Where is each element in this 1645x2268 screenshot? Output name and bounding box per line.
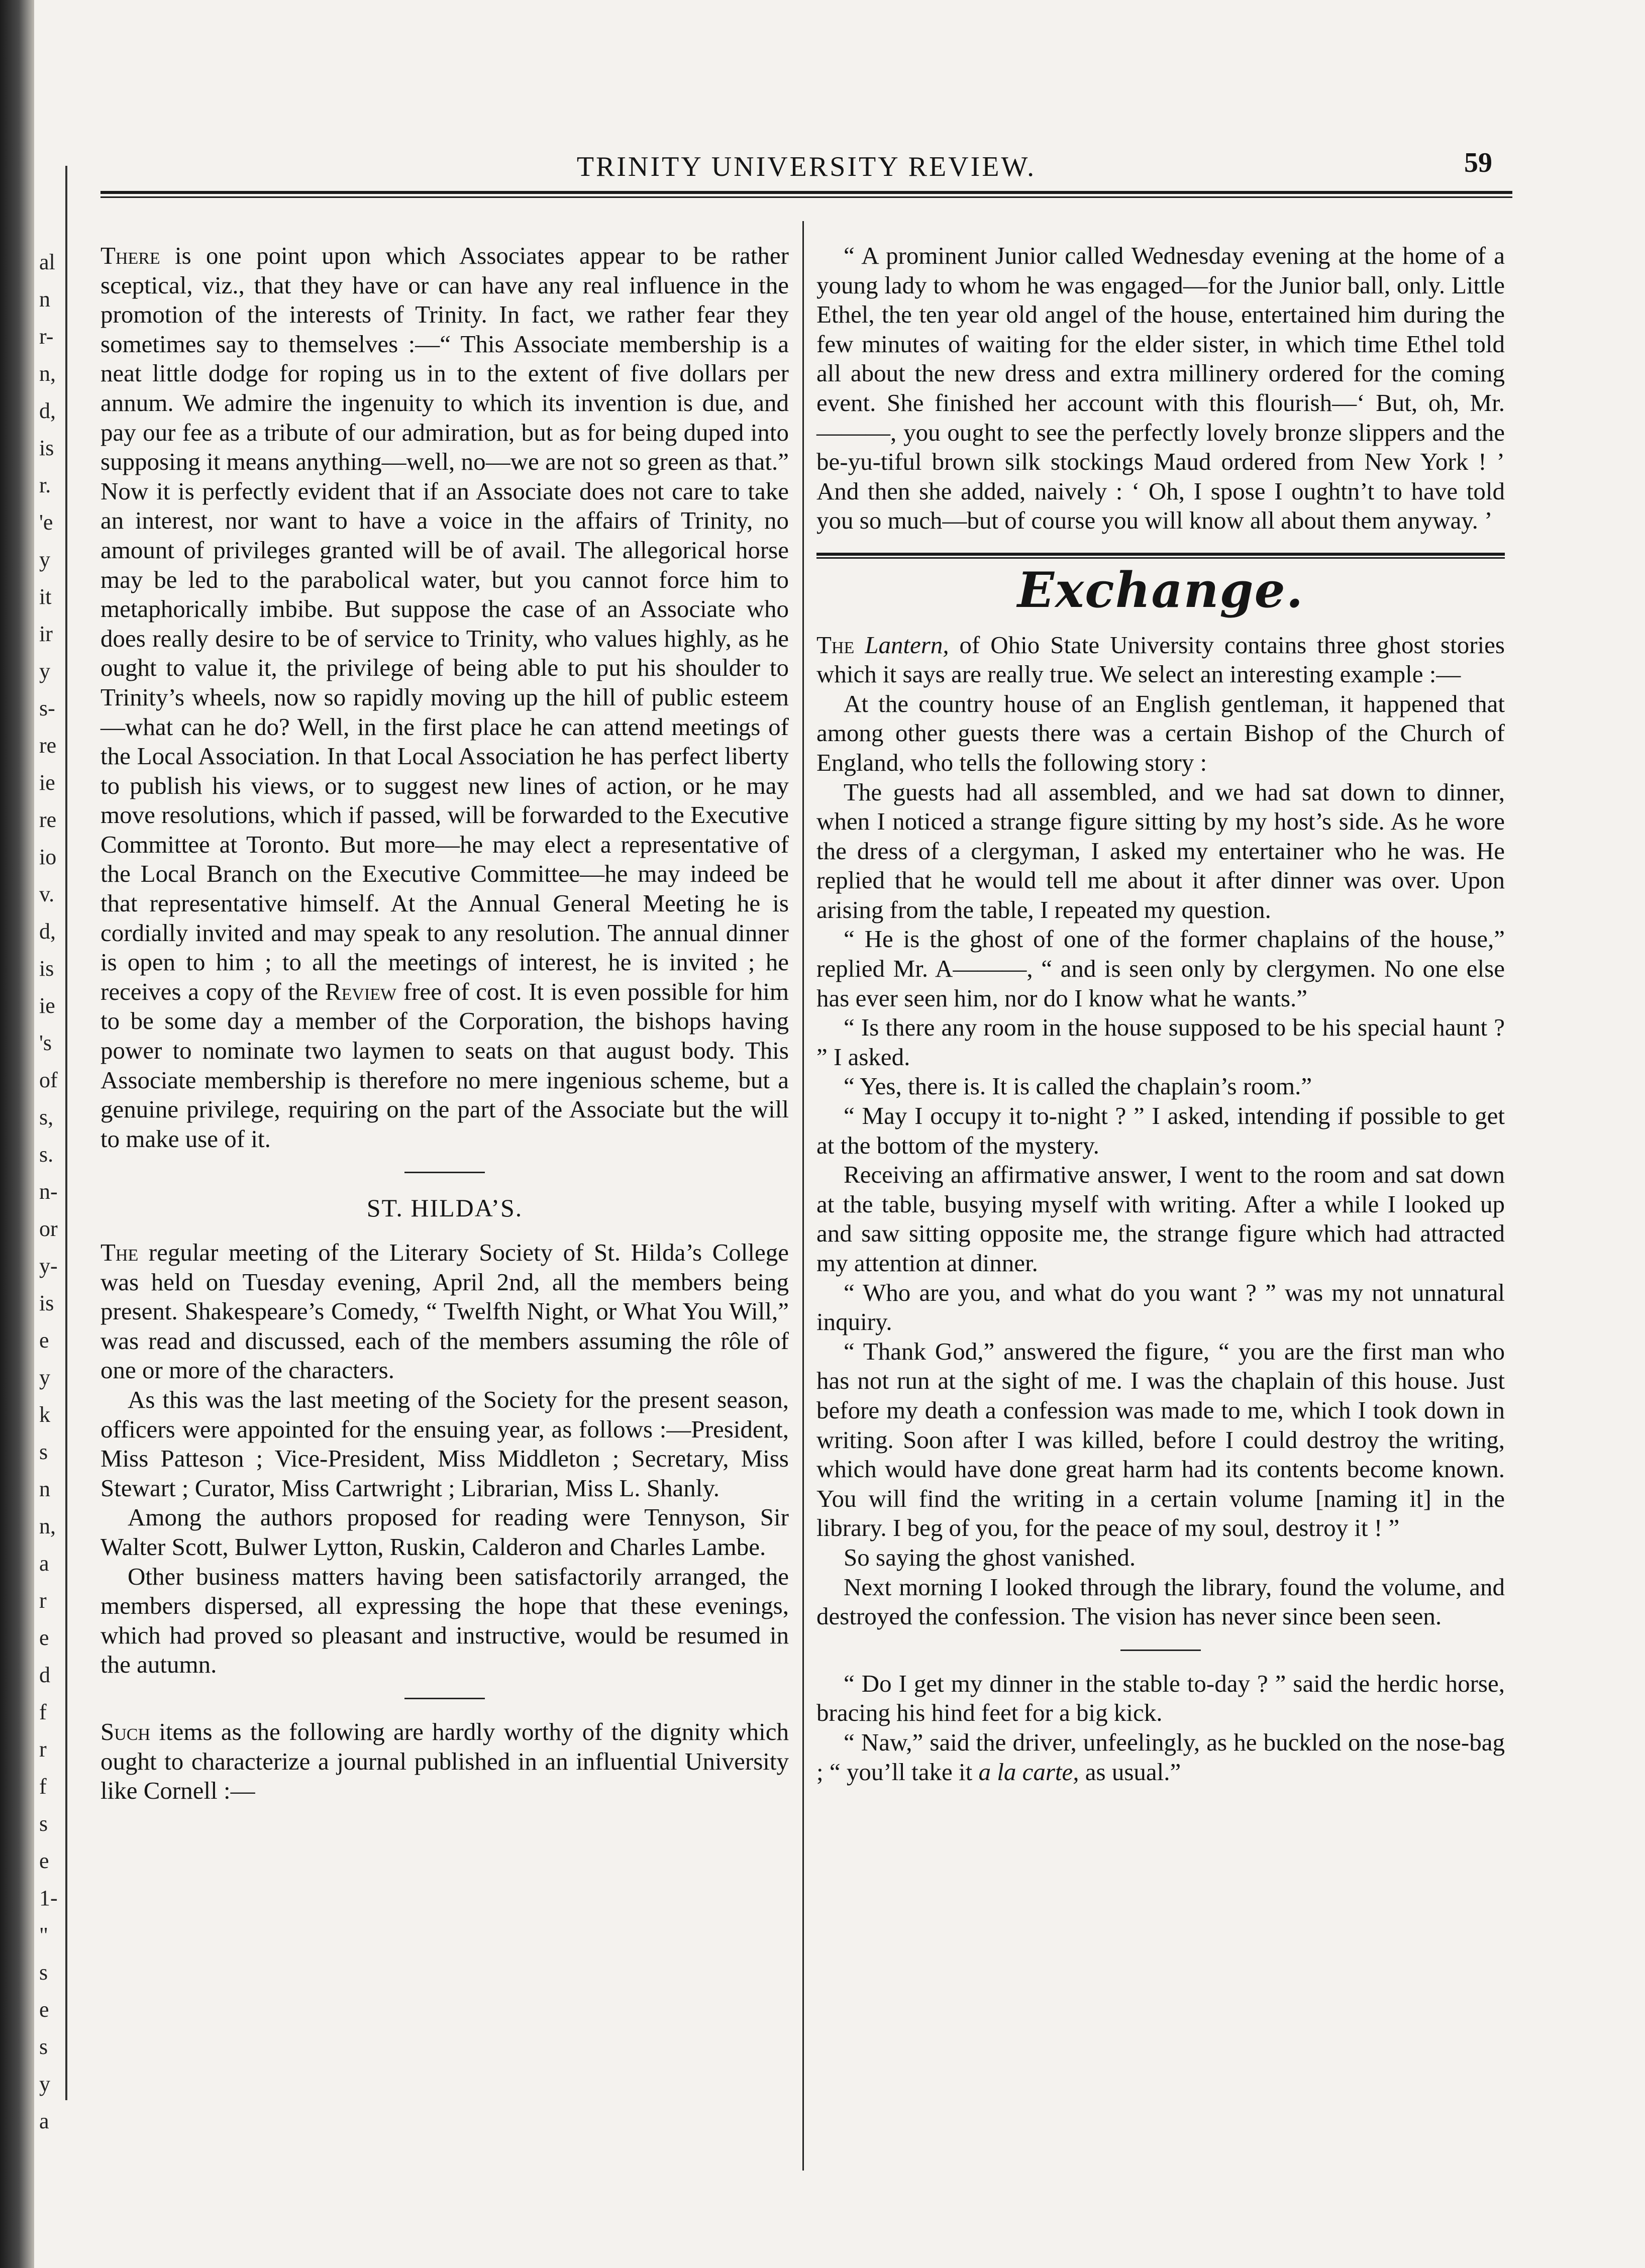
margin-fragment: ie <box>39 770 55 795</box>
exchange-paragraph: Next morning I looked through the library, found the volume, and destroyed the confession. The vision has never since been seen. <box>816 1573 1505 1630</box>
margin-fragment: is <box>39 956 54 981</box>
margin-fragment: y <box>39 1365 50 1390</box>
margin-fragment: y- <box>39 1254 58 1278</box>
margin-fragment: a <box>39 2109 49 2133</box>
exchange-paragraph: Receiving an affirmative answer, I went to the room and sat down at the table, busying myself with writing. After a while I looked up and saw sitting opposite me, the strange figure which had attracted my attention at dinner. <box>816 1161 1505 1277</box>
margin-fragment: r <box>39 1737 47 1762</box>
margin-fragment: is <box>39 1291 54 1315</box>
associates-paragraph: There is one point upon which Associates appear to be rather sceptical, viz., that they have or can have any real influence in the promotion of the interests of Trinity. In fact, we rather fear they sometimes say to themselves :—“ This Associate membership is a neat little dodge for roping us in to the extent of five dollars per annum. We admire the ingenuity to which its invention is due, and pay our fee as a tribute of our admiration, but as for being duped into supposing it means anything—well, no—we are not so green as that.” Now it is perfectly evident that if an Associate does not care to take an interest, nor want to have a voice in the affairs of Trinity, no amount of privileges granted will be of avail. The allegorical horse may be led to the parabolical water, but you cannot force him to metaphorically imbibe. But suppose the case of an Associate who does really desire to be of service to Trinity, who values highly, as he ought to value it, the privilege of being able to put his shoulder to Trinity’s wheels, now so rapidly moving up the hill of public esteem—what can he do? Well, in the first place he can attend meetings of the Local Association. In that Local Association he has perfect liberty to publish his views, or to suggest new lines of action, or he may move resolutions, which if passed, will be forwarded to the Executive Committee at Toronto. But more—he may elect a representative of the Local Branch on the Executive Committee—he may indeed be that representative himself. At the Annual General Meeting he is cordially invited and may speak to any resolution. The annual dinner is open to him ; to all the meetings of interest, he is invited ; he receives a copy of the Review free of cost. It is even possible for him to be some day a member of the Corporation, the bishops having power to nominate two laymen to seats on that august body. This Associate membership is therefore no mere ingenious scheme, but a genuine privilege, requiring on the part of the Associate but the will to make use of it. <box>100 242 789 1153</box>
exchange-paragraph: “ Thank God,” answered the figure, “ you are the first man who has not run at the sight of me. I was the chaplain of this house. Just before my death a confession was made to me, which I took down in writing. Soon after I was killed, before I could destroy the writing, which would have done great harm had its contents become known. You will find the writing in a certain volume [naming it] in the library. I beg of you, for the peace of my soul, destroy it ! ” <box>816 1337 1505 1542</box>
margin-fragment: s. <box>39 1142 54 1167</box>
exchange-paragraph: “ He is the ghost of one of the former chaplains of the house,” replied Mr. A———, “ and is seen only by clergymen. No one else has ever seen him, nor do I know what he wants.” <box>816 925 1505 1012</box>
margin-fragment: al <box>39 250 55 274</box>
margin-fragment: d <box>39 1663 50 1687</box>
margin-fragment: or <box>39 1216 58 1241</box>
margin-fragment: d, <box>39 919 56 944</box>
margin-fragment: s <box>39 1960 48 1985</box>
margin-fragment: r <box>39 1588 47 1613</box>
section-separator <box>1120 1650 1201 1651</box>
margin-fragment: e <box>39 1848 49 1873</box>
margin-fragment: s- <box>39 696 55 720</box>
exchange-paragraph: “ Who are you, and what do you want ? ” was my not unnatural inquiry. <box>816 1278 1505 1336</box>
section-separator <box>404 1698 485 1699</box>
st-hildas-paragraph: As this was the last meeting of the Society for the present season, officers were appointed for the ensuing year, as follows :—President, Miss Patteson ; Vice-President, Miss Middleton ; Secretary, Miss Stewart ; Curator, Miss Cartwright ; Librarian, Miss L. Shanly. <box>100 1385 789 1502</box>
margin-fragment: io <box>39 845 57 869</box>
exchange-paragraph: So saying the ghost vanished. <box>844 1543 1136 1571</box>
exchange-paragraph: “ Is there any room in the house supposed to be his special haunt ? ” I asked. <box>816 1013 1505 1071</box>
running-title: TRINITY UNIVERSITY REVIEW. <box>576 151 1037 182</box>
margin-fragment: re <box>39 807 57 832</box>
horse-joke-paragraph: “ Naw,” said the driver, unfeelingly, as he buckled on the nose-bag ; “ you’ll take it a la carte, as usual.” <box>816 1728 1505 1786</box>
section-double-rule <box>816 553 1505 559</box>
margin-fragment: k <box>39 1402 50 1427</box>
margin-fragment: s <box>39 2034 48 2059</box>
horse-joke-paragraph: “ Do I get my dinner in the stable to-day ? ” said the herdic horse, bracing his hind feet for a big kick. <box>816 1669 1505 1727</box>
margin-fragment: y <box>39 2072 50 2096</box>
margin-fragment: ie <box>39 993 55 1018</box>
page-number: 59 <box>1464 147 1492 178</box>
margin-fragment: e <box>39 1328 49 1353</box>
margin-fragment: y <box>39 659 50 683</box>
page-header <box>100 146 1512 196</box>
right-column <box>816 241 1505 1787</box>
margin-fragment: f <box>39 1700 47 1724</box>
margin-fragment: s, <box>39 1105 54 1129</box>
margin-fragment: of <box>39 1068 58 1092</box>
exchange-paragraph: The guests had all assembled, and we had sat down to dinner, when I noticed a strange figure sitting by my host’s side. As he wore the dress of a clergyman, I asked my entertainer who he was. He replied that he would tell me about it after dinner was over. Upon arising from the table, I repeated my question. <box>816 778 1505 923</box>
st-hildas-paragraph: The regular meeting of the Literary Society of St. Hilda’s College was held on Tuesday evening, April 2nd, all the members being present. Shakespeare’s Comedy, “ Twelfth Night, or What You Will,” was read and discussed, each of the members assuming the rôle of one or more of the characters. <box>100 1239 789 1384</box>
junior-story-paragraph: “ A prominent Junior called Wednesday evening at the home of a young lady to whom he was engaged—for the Junior ball, only. Little Ethel, the ten year old angel of the house, entertained him during the few minutes of waiting for the elder sister, in which time Ethel told all about the new dress and extra millinery ordered for the coming event. She finished her account with this flourish—‘ But, oh, Mr.———, you ought to see the perfectly lovely bronze slippers and the be-yu-tiful brown silk stockings Maud ordered from New York ! ’ And then she added, naively : ‘ Oh, I spose I oughtn’t to have told you so much—but of course you will know all about them anyway. ’ <box>816 242 1505 535</box>
margin-fragment: n, <box>39 1514 56 1538</box>
margin-fragment: r. <box>39 473 51 497</box>
margin-fragment: " <box>39 1923 48 1947</box>
st-hildas-paragraph: Other business matters having been satisfactorily arranged, the members dispersed, all expressing the hope that these evenings, which had proved so pleasant and instructive, would be resumed in the autumn. <box>100 1562 789 1679</box>
margin-fragment: n <box>39 287 50 312</box>
margin-fragment: e <box>39 1997 49 2022</box>
exchange-paragraph: At the country house of an English gentleman, it happened that among other guests there was a certain Bishop of the Church of England, who tells the following story : <box>816 689 1505 776</box>
margin-fragment: s <box>39 1811 48 1836</box>
margin-fragment: 1- <box>39 1886 58 1910</box>
margin-fragment: 's <box>39 1030 52 1055</box>
margin-fragment: f <box>39 1774 47 1799</box>
st-hildas-heading: ST. HILDA’S. <box>366 1194 523 1222</box>
margin-fragment: e <box>39 1625 49 1650</box>
margin-fragment: 'e <box>39 510 53 535</box>
margin-fragment: n <box>39 1477 50 1501</box>
margin-fragment: v. <box>39 882 55 906</box>
margin-fragment: n, <box>39 361 56 386</box>
margin-fragment: re <box>39 733 57 758</box>
margin-fragment: s <box>39 1439 48 1464</box>
margin-fragment: y <box>39 547 50 572</box>
header-rule <box>100 191 1512 198</box>
cornell-paragraph: Such items as the following are hardly worthy of the dignity which ought to characterize a journal published in an influential University like Cornell :— <box>100 1717 789 1805</box>
left-column <box>100 241 789 1806</box>
section-separator <box>404 1172 485 1173</box>
exchange-paragraph: “ Yes, there is. It is called the chaplain’s room.” <box>844 1072 1312 1100</box>
margin-fragment: it <box>39 584 52 609</box>
margin-fragment: is <box>39 436 54 460</box>
margin-fragment: n- <box>39 1179 58 1204</box>
exchange-paragraph: “ May I occupy it to-night ? ” I asked, intending if possible to get at the bottom of the mystery. <box>816 1102 1505 1159</box>
margin-fragment: r- <box>39 324 54 349</box>
margin-fragment: ir <box>39 622 53 646</box>
page-binding-shadow <box>0 0 34 2268</box>
exchange-intro: The Lantern, of Ohio State University contains three ghost stories which it says are really true. We select an interesting example :— <box>816 631 1505 688</box>
st-hildas-paragraph: Among the authors proposed for reading were Tennyson, Sir Walter Scott, Bulwer Lytton, Ruskin, Calderon and Charles Lambe. <box>100 1503 789 1561</box>
exchange-heading: Exchange. <box>1017 561 1304 618</box>
margin-fragment: a <box>39 1551 49 1576</box>
column-divider <box>802 221 804 2171</box>
margin-fragment: d, <box>39 398 56 423</box>
